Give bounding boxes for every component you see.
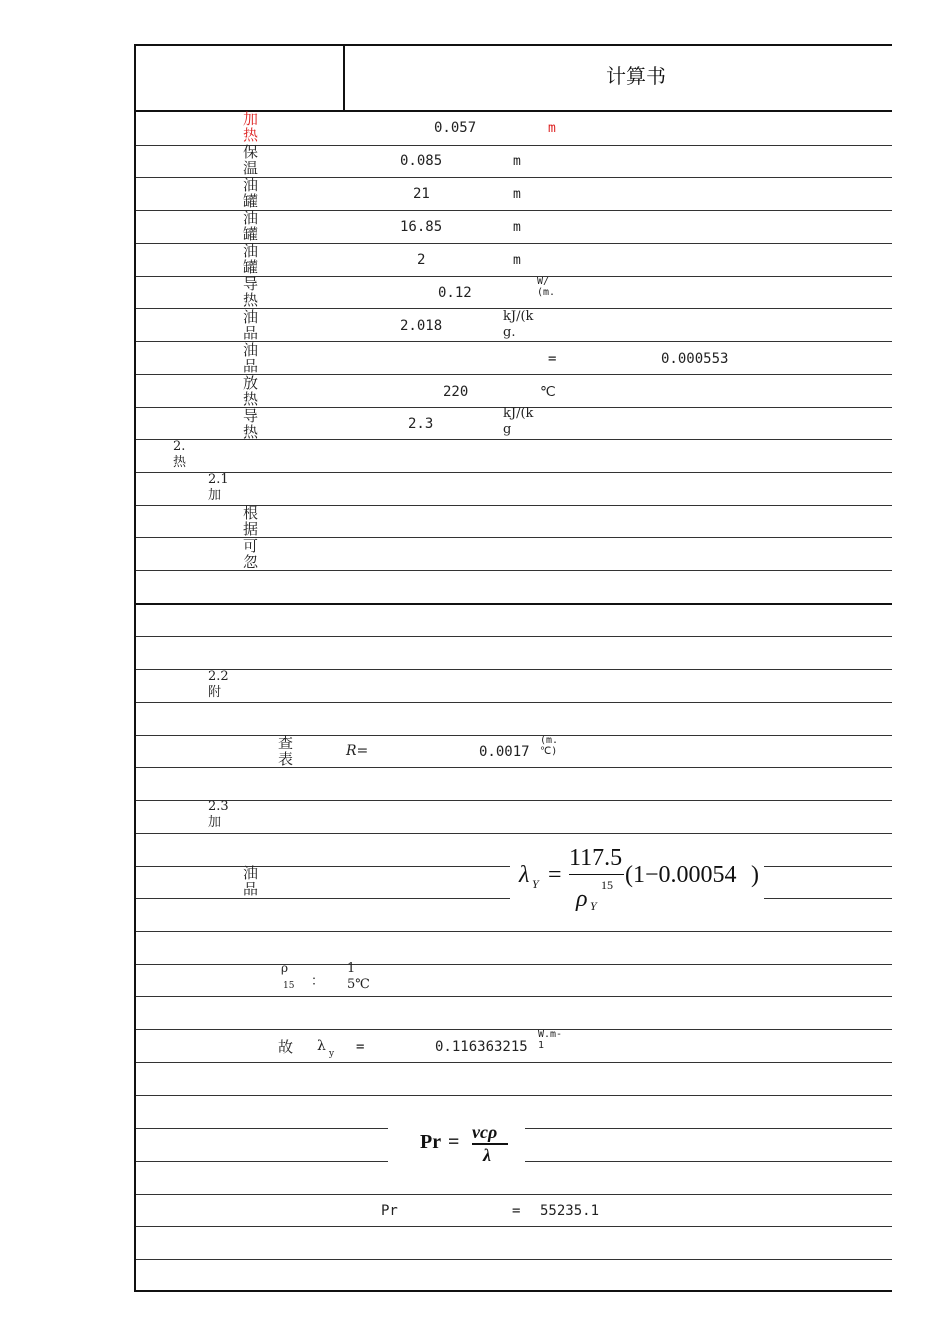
row-value-tank-3: 2 <box>417 252 426 268</box>
row-divider <box>136 931 892 932</box>
row-value-oil-1: 2.018 <box>400 318 443 334</box>
section-2-1-heading: 2.1加 <box>208 472 229 503</box>
section-2-3-oil: 油品 <box>243 864 259 898</box>
row-label-tank-1: 油罐 <box>243 176 259 210</box>
rho-text: 15℃ <box>347 961 370 992</box>
resistance-label: R= <box>346 743 369 759</box>
row-divider <box>136 800 892 801</box>
lambda-formula <box>510 842 764 912</box>
row-divider <box>136 1226 892 1227</box>
row-value-tank-2: 16.85 <box>400 219 443 235</box>
formula-lambda-eq: = <box>548 862 562 888</box>
row-label-conductivity: 导热 <box>243 275 259 309</box>
rho-symbol: ρ <box>281 961 289 975</box>
row-divider <box>136 1259 892 1260</box>
row-divider <box>136 833 892 834</box>
row-divider <box>136 964 892 965</box>
row-label-heating: 加热 <box>243 110 259 144</box>
row-label-tank-3: 油罐 <box>243 242 259 276</box>
row-divider <box>136 669 892 670</box>
row-label-oil-1: 油品 <box>243 308 259 342</box>
row-unit-tank-2: m <box>513 220 521 235</box>
pr-result-eq: = <box>512 1203 521 1219</box>
lambda-result-unit: W.m-1 <box>538 1029 563 1051</box>
row-value-heating: 0.057 <box>434 120 477 136</box>
lambda-result-value: 0.116363215 <box>435 1039 528 1055</box>
section-2-1-text-1: 根据 <box>243 504 259 538</box>
row-unit-heating: m <box>548 121 556 136</box>
row-label-tank-2: 油罐 <box>243 209 259 243</box>
row-divider <box>136 702 892 703</box>
section-2-2-heading: 2.2附 <box>208 669 229 700</box>
resistance-unit: (m.℃) <box>540 735 559 757</box>
rho-subscript: 15 <box>283 981 295 991</box>
row-divider <box>136 1095 892 1096</box>
formula-pr-eq: = <box>448 1131 460 1153</box>
formula-lambda-lhs: λ <box>519 862 530 888</box>
row-divider <box>136 603 892 605</box>
pr-formula <box>388 1119 525 1169</box>
row-divider <box>136 636 892 637</box>
row-unit-oil-1: kJ/(kg. <box>503 309 534 340</box>
row-divider <box>136 767 892 768</box>
row-divider <box>136 1029 892 1030</box>
section-2-2-lookup: 查表 <box>278 734 294 768</box>
section-2-3-heading: 2.3加 <box>208 799 229 830</box>
row-divider <box>136 1194 892 1195</box>
row-unit-conductivity: W/(m. <box>537 276 556 298</box>
lambda-result-eq: = <box>356 1039 365 1055</box>
row-value-conductivity-2: 2.3 <box>408 416 434 432</box>
row-unit-insulation: m <box>513 154 521 169</box>
row-value-insulation: 0.085 <box>400 153 443 169</box>
formula-lambda-fraction-bar <box>569 874 624 875</box>
formula-pr-denominator: λ <box>483 1145 491 1165</box>
resistance-value: 0.0017 <box>479 744 530 760</box>
row-value-oil-2: 0.000553 <box>661 351 729 367</box>
row-label-heat-release: 放热 <box>243 374 259 408</box>
row-divider <box>136 1062 892 1063</box>
lambda-result-symbol: λ <box>317 1038 326 1054</box>
row-unit-tank-1: m <box>513 187 521 202</box>
row-unit-conductivity-2: kJ/(kg <box>503 406 534 437</box>
document-title: 计算书 <box>606 64 666 88</box>
pr-result-label: Pr <box>381 1203 398 1219</box>
formula-lambda-factor: (1−0.00054 <box>625 862 737 888</box>
formula-lambda-den-sub: Y <box>590 899 597 913</box>
formula-lambda-numerator: 117.5 <box>569 845 623 871</box>
formula-lambda-denominator: ρ <box>576 886 588 912</box>
row-unit-tank-3: m <box>513 253 521 268</box>
row-divider <box>136 996 892 997</box>
row-divider <box>136 472 892 473</box>
rho-colon: ： <box>311 974 325 989</box>
pr-result-value: 55235.1 <box>540 1203 600 1219</box>
formula-lambda-close: ) <box>751 862 759 888</box>
lambda-result-prefix: 故 <box>278 1038 294 1056</box>
row-unit-heat-release: ℃ <box>540 384 556 400</box>
row-value-heat-release: 220 <box>443 384 469 400</box>
row-label-insulation: 保温 <box>243 143 259 177</box>
row-value-tank-1: 21 <box>413 186 430 202</box>
section-2-1-text-2: 可忽 <box>243 537 259 571</box>
formula-lambda-den-sup: 15 <box>601 878 613 892</box>
row-label-conductivity-2: 导热 <box>243 407 259 441</box>
formula-lambda-lhs-sub: Y <box>532 877 539 891</box>
formula-pr-lhs: Pr <box>420 1131 442 1153</box>
row-eq-oil-2: = <box>548 351 557 367</box>
row-divider <box>136 735 892 736</box>
header-divider <box>343 44 345 111</box>
lambda-result-subscript: y <box>329 1049 335 1059</box>
row-value-conductivity: 0.12 <box>438 285 472 301</box>
section-2-heading: 2.热 <box>173 439 187 470</box>
formula-pr-numerator: vcρ <box>472 1122 498 1142</box>
row-label-oil-2: 油品 <box>243 341 259 375</box>
